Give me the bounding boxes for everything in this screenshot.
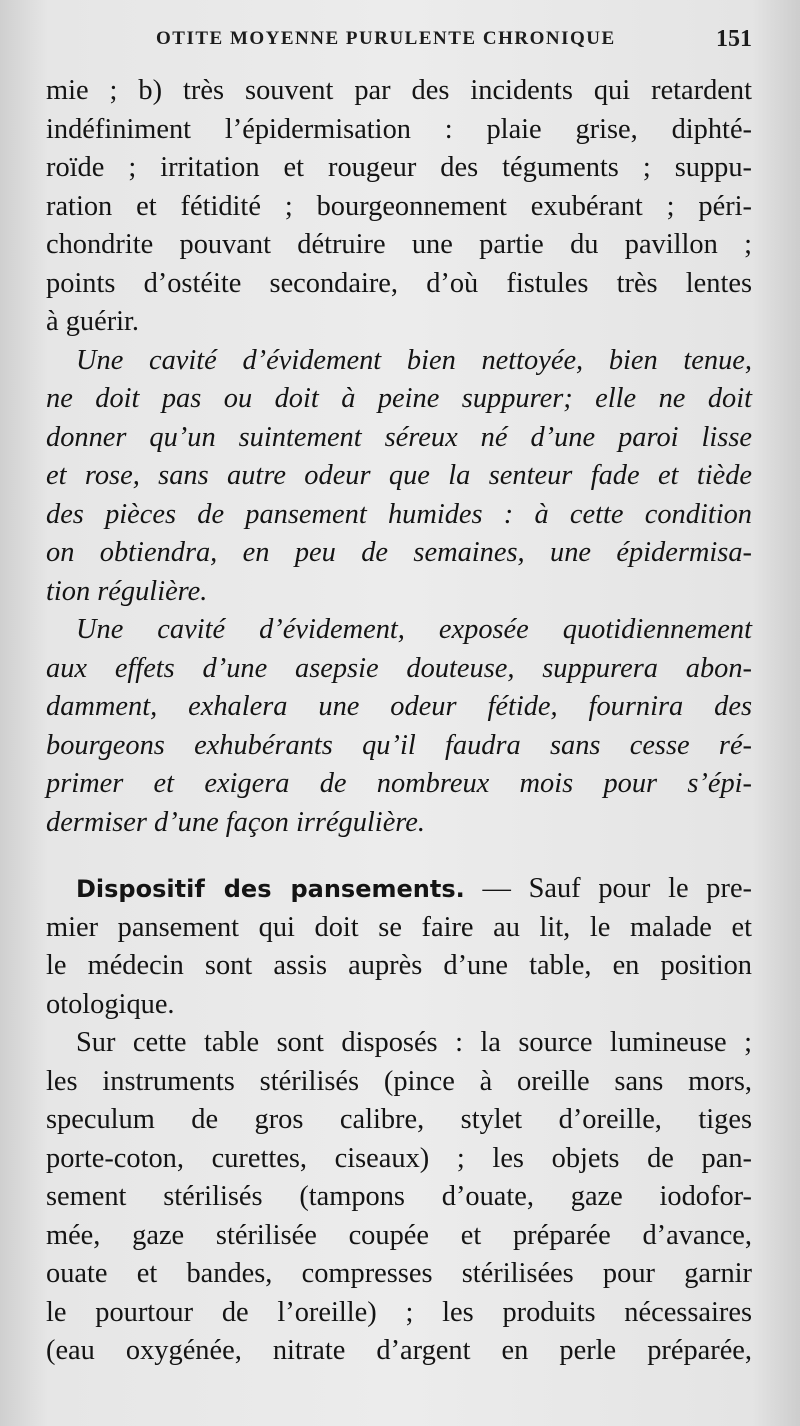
text-line: otologique. [46, 988, 175, 1020]
heading-continuation: — Sauf pour le pre- [464, 873, 753, 904]
text-line: bourgeons exhubérants qu’il faudra sans cesse ré- [46, 729, 752, 761]
text-line: à guérir. [46, 306, 140, 337]
text-line: porte-coton, curettes, ciseaux) ; les objets de pan- [46, 1142, 752, 1174]
text-line: mée, gaze stérilisée coupée et préparée d’avance, [46, 1219, 752, 1251]
text-line: mie ; b) très souvent par des incidents qui retardent [46, 75, 752, 106]
text-line: le pourtour de l’oreille) ; les produits nécessaires [46, 1296, 752, 1328]
text-line: mier pansement qui doit se faire au lit, le malade et [46, 911, 752, 943]
paragraph-3 [46, 611, 752, 842]
text-line: on obtiendra, en peu de semaines, une épidermisa- [46, 537, 752, 568]
text-line [46, 870, 752, 909]
text-line: Une cavité d’évidement, exposée quotidiennement [76, 614, 752, 645]
text-line: indéfiniment l’épidermisation : plaie grise, diphté- [46, 113, 752, 145]
text-line: ouate et bandes, compresses stérilisées pour garnir [46, 1258, 752, 1289]
text-line: le médecin sont assis auprès d’une table, en position [46, 950, 752, 981]
text-line: Sur cette table sont disposés : la source lumineuse ; [76, 1027, 752, 1058]
paragraph-1 [46, 72, 752, 342]
text-line: tion régulière. [46, 575, 208, 607]
text-line: speculum de gros calibre, stylet d’oreille, tiges [46, 1104, 752, 1135]
text-line: ration et fétidité ; bourgeonnement exubérant ; péri- [46, 190, 752, 222]
text-line: ne doit pas ou doit à peine suppurer; elle ne doit [46, 383, 752, 414]
section-gap [46, 842, 752, 870]
page-number: 151 [716, 26, 752, 52]
text-line: (eau oxygénée, nitrate d’argent en perle préparée, [46, 1335, 752, 1366]
running-title: OTITE MOYENNE PURULENTE CHRONIQUE [156, 28, 616, 49]
text-line: sement stérilisés (tampons d’ouate, gaze iodofor- [46, 1181, 752, 1212]
text-line: donner qu’un suintement séreux né d’une paroi lisse [46, 421, 752, 453]
text-line: primer et exigera de nombreux mois pour s’épi- [46, 768, 752, 799]
paragraph-5 [46, 1024, 752, 1371]
text-line: et rose, sans autre odeur que la senteur fade et tiède [46, 460, 752, 491]
text-line: points d’ostéite secondaire, d’où fistules très lentes [46, 267, 752, 299]
text-line: Une cavité d’évidement bien nettoyée, bien tenue, [76, 344, 752, 376]
section-heading: Dispositif des pansements. [76, 875, 465, 903]
text-line: les instruments stérilisés (pince à oreille sans mors, [46, 1065, 752, 1097]
text-line: aux effets d’une asepsie douteuse, suppurera abon- [46, 652, 752, 684]
text-line: roïde ; irritation et rougeur des téguments ; suppu- [46, 152, 752, 183]
paragraph-4 [46, 870, 752, 1024]
text-line: dermiser d’une façon irrégulière. [46, 806, 425, 838]
text-line: des pièces de pansement humides : à cette condition [46, 498, 752, 530]
paragraph-2 [46, 342, 752, 612]
body-text [46, 72, 752, 1371]
text-line: chondrite pouvant détruire une partie du pavillon ; [46, 229, 752, 260]
running-head [48, 28, 752, 60]
text-line: damment, exhalera une odeur fétide, fournira des [46, 691, 752, 722]
